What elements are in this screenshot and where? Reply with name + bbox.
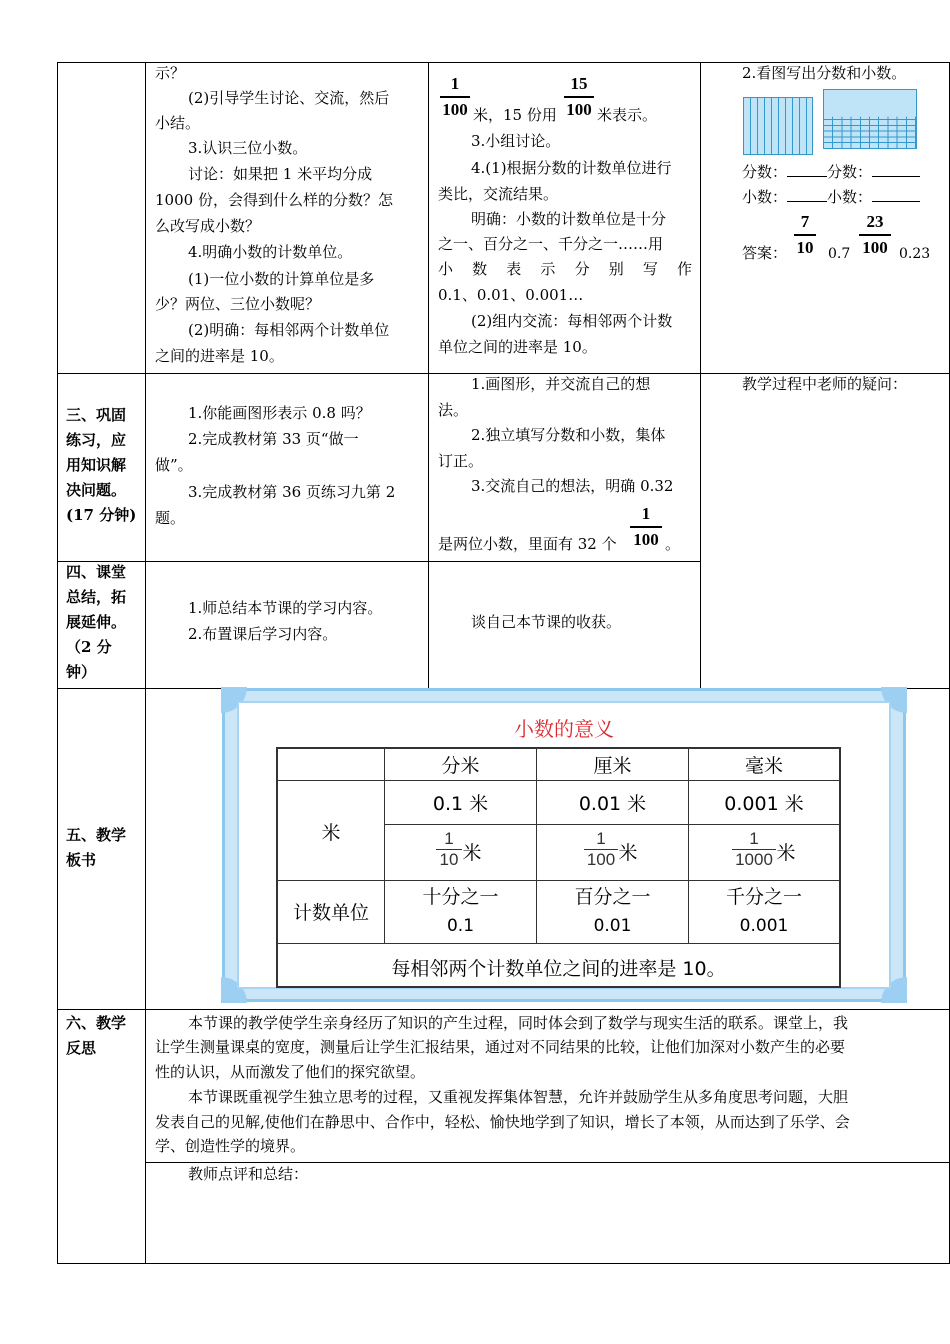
text-line: 性的认识，从而激发了他们的探究欲望。 bbox=[155, 1063, 426, 1081]
text-line: 本节课的教学使学生亲身经历了知识的产生过程，同时体会到了数学与现实生活的联系。课堂上，我 bbox=[188, 1014, 849, 1032]
text-line: 。 bbox=[665, 535, 681, 553]
text-line: 之一、百分之一、千分之一……用 bbox=[438, 235, 664, 253]
stage-line: 板书 bbox=[66, 851, 97, 869]
text-line: 米，15 份用 bbox=[473, 106, 557, 124]
text-line: 0.1、0.01、0.001… bbox=[438, 286, 584, 304]
text-line: 4.明确小数的计数单位。 bbox=[188, 243, 353, 261]
fraction: 1 100 bbox=[630, 504, 662, 550]
fraction-answer-line: 分数： 分数： bbox=[742, 160, 920, 186]
text-line: 3.交流自己的想法，明确 0.32 bbox=[471, 477, 674, 495]
text-line: 么改写成小数？ bbox=[155, 217, 261, 235]
board-unit-value: 0.1 bbox=[446, 916, 475, 936]
text-line: (2)明确：每相邻两个计数单位 bbox=[188, 321, 390, 339]
text-line: 3.认识三位小数。 bbox=[188, 139, 308, 157]
text-line: 是两位小数，里面有 32 个 bbox=[438, 535, 617, 553]
teacher-questions-label: 教学过程中老师的疑问： bbox=[742, 375, 908, 393]
text-line: 明确：小数的计数单位是十分 bbox=[471, 210, 667, 228]
stage-line: 钟） bbox=[66, 663, 97, 681]
text-line: 2.布置课后学习内容。 bbox=[188, 625, 338, 643]
text-line: 1000 份，会得到什么样的分数？怎 bbox=[155, 191, 393, 209]
fraction: 15 100 bbox=[564, 74, 594, 120]
text-line: 单位之间的进率是 10。 bbox=[438, 338, 597, 356]
board-row-label: 计数单位 bbox=[292, 902, 369, 924]
text-line: 做”。 bbox=[155, 456, 193, 474]
board-title: 小数的意义 bbox=[514, 717, 614, 741]
text-line: 1.画图形，并交流自己的想 bbox=[471, 375, 651, 393]
tenths-grid-image bbox=[743, 97, 813, 155]
board-header: 毫米 bbox=[744, 755, 783, 777]
stage-line: （2 分 bbox=[66, 638, 112, 656]
decimal-answer-line: 小数： 小数： bbox=[742, 185, 920, 211]
text-line: 让学生测量课桌的宽度，测量后让学生汇报结果，通过对不同结果的比较，让他们加深对小数产生的必要 bbox=[155, 1038, 846, 1056]
stage-line: 用知识解 bbox=[66, 456, 127, 474]
hundredths-grid-image bbox=[823, 89, 917, 149]
stage-line: 练习，应 bbox=[66, 431, 127, 449]
board-unit-value: 0.01 bbox=[593, 916, 632, 936]
text-line: 法。 bbox=[438, 401, 469, 419]
answer-fraction: 23 100 bbox=[859, 212, 891, 258]
fraction: 1 100 bbox=[440, 74, 470, 120]
answer-decimal: 0.7 bbox=[828, 246, 851, 262]
teacher-comment-label: 教师点评和总结： bbox=[188, 1165, 309, 1183]
text-line: (2)引导学生讨论、交流，然后 bbox=[188, 89, 390, 107]
board-unit-name: 百分之一 bbox=[574, 886, 651, 908]
text-line: 之间的进率是 10。 bbox=[155, 347, 284, 365]
board-decimal: 0.1 米 bbox=[432, 793, 489, 815]
text-line: 示？ bbox=[155, 64, 186, 82]
board-decimal: 0.001 米 bbox=[724, 793, 804, 815]
stage-line: 展延伸。 bbox=[66, 613, 127, 631]
text-line: 类比，交流结果。 bbox=[438, 185, 559, 203]
stage-line: (17 分钟) bbox=[66, 506, 137, 524]
board-decimal: 0.01 米 bbox=[578, 793, 647, 815]
board-footer: 每相邻两个计数单位之间的进率是 10。 bbox=[391, 958, 726, 980]
text-line: (1)一位小数的计算单位是多 bbox=[188, 270, 375, 288]
exercise-title: 2.看图写出分数和小数。 bbox=[742, 64, 907, 82]
text-line: 小结。 bbox=[155, 114, 201, 132]
stage-line: 五、教学 bbox=[66, 826, 127, 844]
answer-label: 答案： bbox=[742, 244, 788, 262]
text-line: 小 数 表 示 分 别 写 作 bbox=[438, 260, 692, 278]
text-line: 订正。 bbox=[438, 452, 484, 470]
stage-line: 六、教学 bbox=[66, 1014, 127, 1032]
text-line: 1.你能画图形表示 0.8 吗？ bbox=[188, 404, 371, 422]
text-line: 米表示。 bbox=[597, 106, 658, 124]
text-line: 3.完成教材第 36 页练习九第 2 bbox=[188, 483, 396, 501]
text-line: 4.(1)根据分数的计数单位进行 bbox=[471, 159, 672, 177]
text-line: 2.完成教材第 33 页“做一 bbox=[188, 430, 359, 448]
answer-decimal: 0.23 bbox=[899, 246, 931, 262]
board-header: 分米 bbox=[441, 755, 480, 777]
stage-line: 决问题。 bbox=[66, 481, 127, 499]
stage-line: 四、课堂 bbox=[66, 563, 127, 581]
board-header: 厘米 bbox=[593, 755, 632, 777]
board-unit-value: 0.001 bbox=[739, 916, 789, 936]
text-line: 题。 bbox=[155, 509, 186, 527]
stage-line: 反思 bbox=[66, 1039, 97, 1057]
text-line: 少？两位、三位小数呢？ bbox=[155, 295, 321, 313]
board-unit-name: 十分之一 bbox=[422, 886, 499, 908]
text-line: 3.小组讨论。 bbox=[471, 132, 561, 150]
board-row-label: 米 bbox=[321, 822, 341, 844]
stage-line: 三、巩固 bbox=[66, 406, 127, 424]
text-line: 学、创造性学的境界。 bbox=[155, 1137, 306, 1155]
text-line: 2.独立填写分数和小数，集体 bbox=[471, 426, 666, 444]
stage-line: 总结，拓 bbox=[66, 588, 127, 606]
text-line: 1.师总结本节课的学习内容。 bbox=[188, 599, 383, 617]
text-line: 发表自己的见解,使他们在静思中、合作中，轻松、愉快地学到了知识，增长了本领，从而达到了乐学、会 bbox=[155, 1113, 850, 1131]
text-line: 本节课既重视学生独立思考的过程，又重视发挥集体智慧，允许并鼓励学生从多角度思考问题，大胆 bbox=[188, 1088, 849, 1106]
text-line: 讨论：如果把 1 米平均分成 bbox=[188, 165, 373, 183]
text-line: 谈自己本节课的收获。 bbox=[471, 613, 622, 631]
text-line: (2)组内交流：每相邻两个计数 bbox=[471, 312, 673, 330]
answer-fraction: 7 10 bbox=[794, 212, 816, 258]
board-unit-name: 千分之一 bbox=[725, 886, 802, 908]
